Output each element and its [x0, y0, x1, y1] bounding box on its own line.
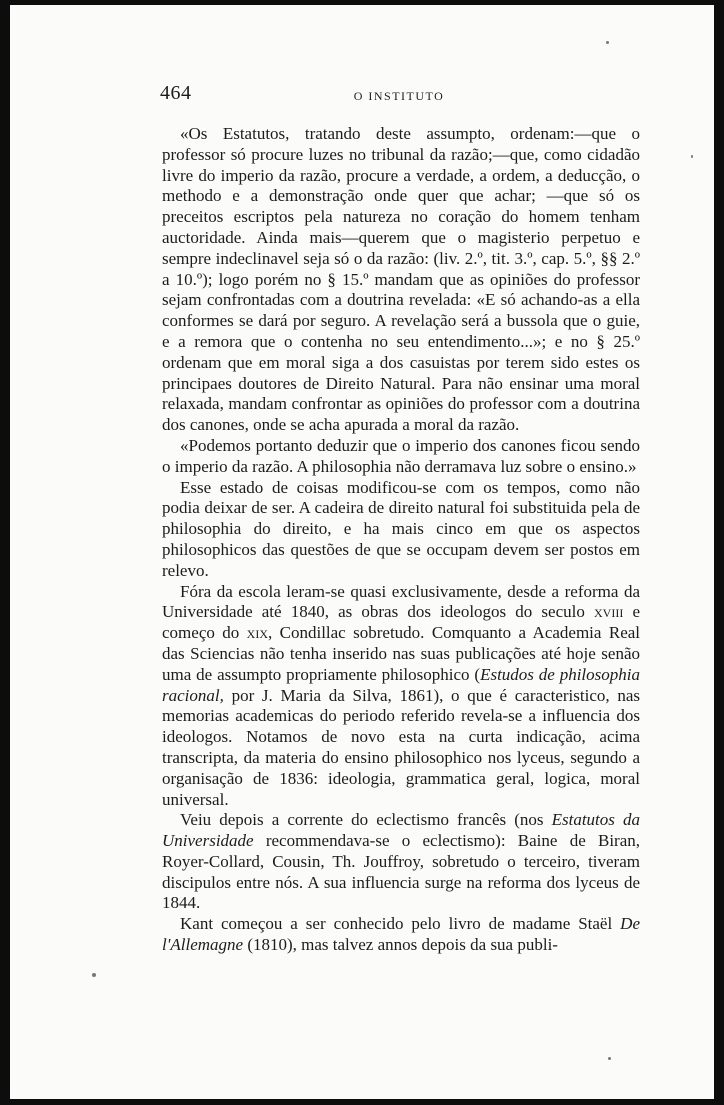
paper-speck — [606, 41, 609, 44]
body-text — [162, 124, 640, 956]
work-title: Estatutos da Universidade — [162, 810, 640, 851]
paragraph-text: (1810), mas talvez annos depois da sua publi- — [243, 935, 558, 955]
page-header — [160, 82, 638, 110]
paper-speck — [92, 973, 96, 977]
paragraph-eclecticism — [162, 810, 640, 914]
paragraph-kant — [162, 914, 640, 956]
paragraph-text: Fóra da escola leram-se quasi exclusivamente, desde a reforma da Universidade até 1840, as obras dos ideologos do seculo — [162, 581, 640, 622]
paper-speck — [608, 1057, 611, 1060]
paragraph-text: Kant começou a ser conhecido pelo livro de madame Staël — [180, 914, 621, 934]
century-numeral: xviii — [594, 602, 624, 622]
page-number: 464 — [160, 82, 192, 104]
paragraph-statutes-quote: «Os Estatutos, tratando deste assumpto, ordenam:—que o professor só procure luzes no tribunal da razão;—que, como cidadão livre do imperio da razão, procure a verdade, a ordem, a deducção, o methodo e a demonstração onde quer que achar; —que só os preceitos escriptos pela natureza no coração do homem tenham auctoridade. Ainda mais—querem que o magisterio perpetuo e sempre indeclinavel seja só o da razão: (liv. 2.º, tit. 3.º, cap. 5.º, §§ 2.º a 10.º); logo porém no § 15.º mandam que as opiniões do professor sejam confrontadas com a doutrina revelada: «E só achando-as a ella conformes se dará por seguro. A revelação será a bussola que o guie, e a remora que o contenha no seu entendimento...»; e no § 25.º ordenam que em moral siga a dos casuistas por terem sido estes os principaes doutores de Direito Natural. Para não ensinar uma moral relaxada, mandam confrontar as opiniões do professor com a doutrina dos canones, onde se acha apurada a moral da razão. — [162, 124, 640, 435]
paragraph-text: recommendava-se o eclectismo): Baine de Biran, Royer-Collard, Cousin, Th. Jouffroy, sobretudo o terceiro, tiveram discipulos entre nós. A sua influencia surge na reforma dos lyceus de 1844. — [162, 831, 640, 913]
paragraph-text: , Condillac sobretudo. Comquanto a Academia Real das Sciencias não tenha inserido nas suas publicações até hoje senão uma de assumpto propriamente philosophico ( — [162, 623, 641, 684]
work-title: De l'Allemagne — [162, 914, 640, 955]
running-title: O INSTITUTO — [353, 89, 445, 103]
paragraph-text: Veiu depois a corrente do eclectismo francês (nos — [180, 810, 552, 830]
century-numeral: xix — [246, 623, 268, 643]
paragraph-text: e começo do — [162, 602, 641, 643]
paragraph-ideologues — [162, 582, 640, 811]
paragraph-canons-conclusion: «Podemos portanto deduzir que o imperio dos canones ficou sendo o imperio da razão. A philosophia não derramava luz sobre o ensino.» — [162, 435, 640, 476]
paragraph-text: por J. Maria da Silva, 1861), o que é caracteristico, nas memorias academicas do periodo referido revela-se a influencia dos ideologos. Notamos de novo esta na curta indicação, acima transcripta, da materia do ensino philosophico nos lyceus, segundo a organisação de 1836: ideologia, grammatica geral, logica, moral universal. — [162, 685, 640, 809]
paper-speck — [691, 155, 693, 158]
paragraph-state-of-things: Esse estado de coisas modificou-se com os tempos, como não podia deixar de ser. A cadeira de direito natural foi substituida pela de philosophia do direito, e ha mais cinco em que os aspectos philosophicos das questões de que se occupam devem ser postos em relevo. — [162, 477, 640, 580]
work-title: Estudos de philosophia racional, — [162, 664, 640, 705]
